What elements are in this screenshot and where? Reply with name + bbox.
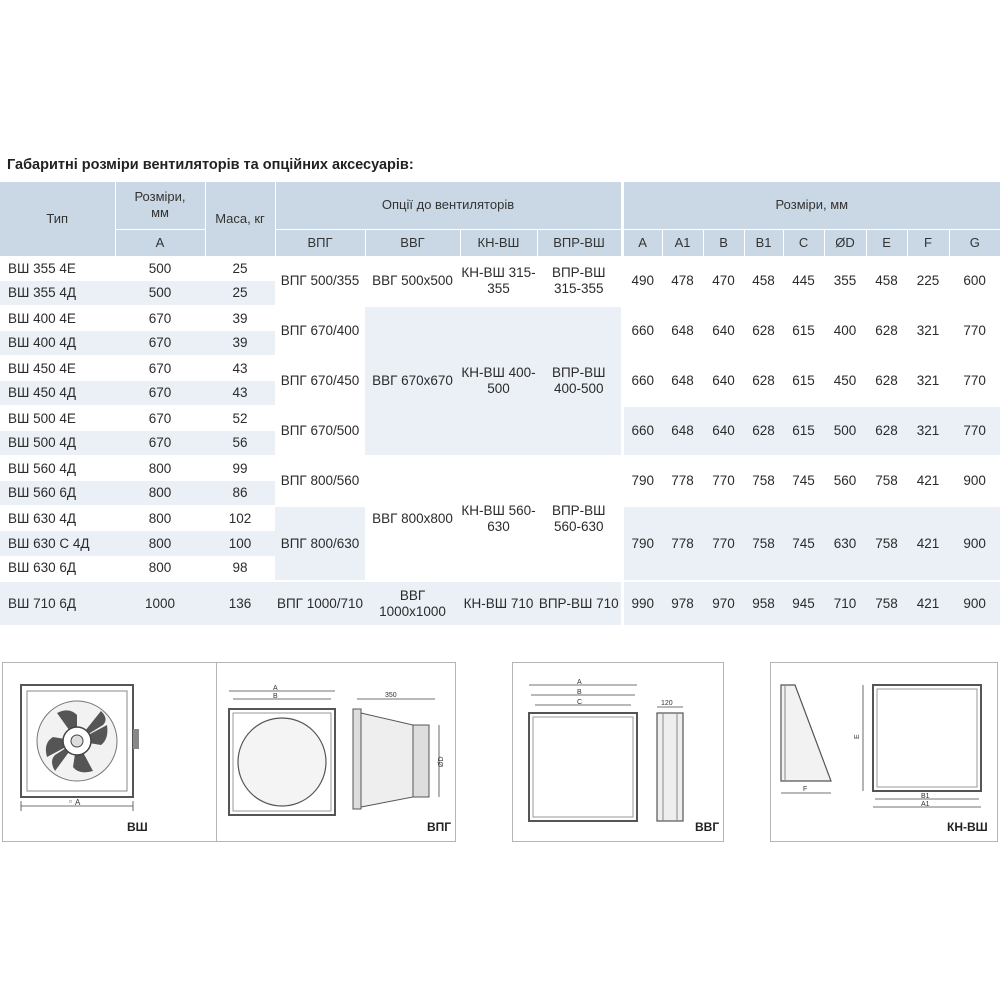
model-name: ВШ 500 4Е bbox=[0, 406, 115, 431]
model-size-a: 670 bbox=[115, 406, 205, 431]
vvg-option: ВВГ 500x500 bbox=[365, 256, 460, 306]
dim-value: 640 bbox=[703, 306, 744, 356]
model-size-a: 670 bbox=[115, 431, 205, 456]
model-size-a: 500 bbox=[115, 281, 205, 306]
table-row bbox=[0, 256, 1000, 281]
model-mass: 102 bbox=[205, 506, 275, 531]
vpr-option: ВПР-ВШ 400-500 bbox=[537, 306, 622, 456]
vpg-option: ВПГ 800/630 bbox=[275, 506, 365, 581]
drawing-vpg bbox=[216, 662, 456, 842]
model-mass: 56 bbox=[205, 431, 275, 456]
dim-value: 958 bbox=[744, 581, 783, 625]
dim-label-f: F bbox=[803, 786, 808, 793]
dim-value: 628 bbox=[744, 306, 783, 356]
dim-value: 470 bbox=[703, 256, 744, 306]
dim-value: 490 bbox=[622, 256, 662, 306]
dim-label-b: B bbox=[273, 693, 278, 700]
dim-value: 458 bbox=[866, 256, 907, 306]
dim-value: 630 bbox=[824, 506, 866, 581]
kn-option: КН-ВШ 560-630 bbox=[460, 456, 537, 581]
model-size-a: 800 bbox=[115, 556, 205, 581]
drawing-kn bbox=[770, 662, 998, 842]
dim-value: 790 bbox=[622, 506, 662, 581]
model-size-a: 800 bbox=[115, 531, 205, 556]
dim-value: 615 bbox=[783, 356, 824, 406]
page-title: Габаритні розміри вентиляторів та опційних аксесуарів: bbox=[7, 157, 414, 173]
drawing-label: ВВГ bbox=[695, 820, 720, 834]
header-dims: Розміри, мм bbox=[622, 182, 1000, 229]
model-mass: 99 bbox=[205, 456, 275, 481]
vpg-option: ВПГ 670/500 bbox=[275, 406, 365, 456]
header-dim-a1: A1 bbox=[662, 229, 703, 256]
header-size-a: A bbox=[115, 229, 205, 256]
dim-value: 445 bbox=[783, 256, 824, 306]
header-vvg: ВВГ bbox=[365, 229, 460, 256]
drawing-vsh bbox=[2, 662, 240, 842]
header-dim-a: A bbox=[622, 229, 662, 256]
dim-label-b1: B1 bbox=[921, 793, 930, 800]
cover-drawing bbox=[771, 663, 997, 841]
dim-value: 770 bbox=[703, 506, 744, 581]
model-mass: 25 bbox=[205, 256, 275, 281]
dim-value: 421 bbox=[907, 506, 949, 581]
dim-value: 758 bbox=[866, 581, 907, 625]
drawing-label: ВПГ bbox=[427, 820, 452, 834]
model-name: ВШ 400 4Д bbox=[0, 331, 115, 356]
kn-option: КН-ВШ 710 bbox=[460, 581, 537, 625]
dim-value: 900 bbox=[949, 506, 1000, 581]
dim-value: 758 bbox=[744, 506, 783, 581]
model-mass: 25 bbox=[205, 281, 275, 306]
dim-value: 770 bbox=[949, 406, 1000, 456]
dim-value: 640 bbox=[703, 356, 744, 406]
model-name: ВШ 710 6Д bbox=[0, 581, 115, 625]
dim-label-depth: 120 bbox=[661, 700, 673, 707]
drawing-vvg bbox=[512, 662, 724, 842]
transition-drawing bbox=[217, 663, 455, 841]
header-dim-e: E bbox=[866, 229, 907, 256]
dim-value: 978 bbox=[662, 581, 703, 625]
model-name: ВШ 630 6Д bbox=[0, 556, 115, 581]
model-mass: 52 bbox=[205, 406, 275, 431]
dim-value: 640 bbox=[703, 406, 744, 456]
dim-value: 648 bbox=[662, 406, 703, 456]
dim-label-a: A bbox=[75, 798, 81, 807]
header-vpg: ВПГ bbox=[275, 229, 365, 256]
dim-value: 421 bbox=[907, 581, 949, 625]
model-size-a: 670 bbox=[115, 356, 205, 381]
vvg-option: ВВГ 1000x1000 bbox=[365, 581, 460, 625]
dim-value: 628 bbox=[866, 406, 907, 456]
dim-value: 770 bbox=[949, 306, 1000, 356]
header-vpr: ВПР-ВШ bbox=[537, 229, 622, 256]
svg-text:▫: ▫ bbox=[69, 797, 72, 806]
vpg-option: ВПГ 800/560 bbox=[275, 456, 365, 506]
header-dim-f: F bbox=[907, 229, 949, 256]
dim-value: 355 bbox=[824, 256, 866, 306]
model-name: ВШ 560 6Д bbox=[0, 481, 115, 506]
fan-drawing bbox=[3, 663, 239, 841]
dim-value: 970 bbox=[703, 581, 744, 625]
vpg-option: ВПГ 670/400 bbox=[275, 306, 365, 356]
model-size-a: 1000 bbox=[115, 581, 205, 625]
dim-label-d: ØD bbox=[438, 756, 445, 767]
model-name: ВШ 630 4Д bbox=[0, 506, 115, 531]
table-row bbox=[0, 456, 1000, 481]
dim-label-c: C bbox=[577, 699, 583, 706]
model-size-a: 800 bbox=[115, 456, 205, 481]
kn-option: КН-ВШ 400-500 bbox=[460, 306, 537, 456]
header-mass: Маса, кг bbox=[205, 182, 275, 256]
dim-value: 400 bbox=[824, 306, 866, 356]
dim-value: 778 bbox=[662, 456, 703, 506]
header-dim-g: G bbox=[949, 229, 1000, 256]
header-dim-b1: B1 bbox=[744, 229, 783, 256]
dim-value: 660 bbox=[622, 406, 662, 456]
dim-value: 660 bbox=[622, 356, 662, 406]
header-dim-b: B bbox=[703, 229, 744, 256]
model-mass: 136 bbox=[205, 581, 275, 625]
dim-value: 321 bbox=[907, 406, 949, 456]
dim-label-a: A bbox=[577, 679, 582, 686]
dim-value: 458 bbox=[744, 256, 783, 306]
vpr-option: ВПР-ВШ 710 bbox=[537, 581, 622, 625]
dim-value: 600 bbox=[949, 256, 1000, 306]
vvg-option: ВВГ 800x800 bbox=[365, 456, 460, 581]
table-row bbox=[0, 306, 1000, 331]
dim-value: 790 bbox=[622, 456, 662, 506]
model-name: ВШ 400 4Е bbox=[0, 306, 115, 331]
dim-value: 758 bbox=[866, 456, 907, 506]
vpr-option: ВПР-ВШ 315-355 bbox=[537, 256, 622, 306]
dim-value: 421 bbox=[907, 456, 949, 506]
vpg-option: ВПГ 1000/710 bbox=[275, 581, 365, 625]
dim-value: 648 bbox=[662, 356, 703, 406]
model-name: ВШ 355 4Д bbox=[0, 281, 115, 306]
model-name: ВШ 355 4Е bbox=[0, 256, 115, 281]
dim-value: 900 bbox=[949, 456, 1000, 506]
header-options: Опції до вентиляторів bbox=[275, 182, 622, 229]
model-mass: 39 bbox=[205, 306, 275, 331]
dim-value: 478 bbox=[662, 256, 703, 306]
dim-value: 628 bbox=[744, 356, 783, 406]
dim-label-e: E bbox=[854, 734, 861, 739]
drawing-label: ВШ bbox=[127, 820, 148, 834]
model-size-a: 500 bbox=[115, 256, 205, 281]
grille-drawing bbox=[513, 663, 723, 841]
model-name: ВШ 450 4Д bbox=[0, 381, 115, 406]
header-kn: КН-ВШ bbox=[460, 229, 537, 256]
header-dim-c: C bbox=[783, 229, 824, 256]
vpg-option: ВПГ 670/450 bbox=[275, 356, 365, 406]
dim-value: 615 bbox=[783, 306, 824, 356]
model-size-a: 670 bbox=[115, 331, 205, 356]
dim-value: 758 bbox=[866, 506, 907, 581]
model-name: ВШ 500 4Д bbox=[0, 431, 115, 456]
dim-value: 745 bbox=[783, 456, 824, 506]
dim-value: 778 bbox=[662, 506, 703, 581]
dim-value: 945 bbox=[783, 581, 824, 625]
model-mass: 98 bbox=[205, 556, 275, 581]
dim-label-b: B bbox=[577, 689, 582, 696]
dim-value: 450 bbox=[824, 356, 866, 406]
dim-value: 628 bbox=[744, 406, 783, 456]
model-size-a: 670 bbox=[115, 306, 205, 331]
model-name: ВШ 450 4Е bbox=[0, 356, 115, 381]
model-mass: 86 bbox=[205, 481, 275, 506]
dim-label-a: A bbox=[273, 685, 278, 692]
drawing-label: КН-ВШ bbox=[947, 820, 988, 834]
dim-label-a1: A1 bbox=[921, 801, 930, 808]
dim-label-length: 350 bbox=[385, 692, 397, 699]
header-type: Тип bbox=[0, 182, 115, 256]
header-dim-d: ØD bbox=[824, 229, 866, 256]
vpg-option: ВПГ 500/355 bbox=[275, 256, 365, 306]
dim-value: 225 bbox=[907, 256, 949, 306]
vvg-option: ВВГ 670x670 bbox=[365, 306, 460, 456]
dim-value: 710 bbox=[824, 581, 866, 625]
dim-value: 770 bbox=[949, 356, 1000, 406]
kn-option: КН-ВШ 315-355 bbox=[460, 256, 537, 306]
dim-value: 628 bbox=[866, 306, 907, 356]
vpr-option: ВПР-ВШ 560-630 bbox=[537, 456, 622, 581]
dim-value: 628 bbox=[866, 356, 907, 406]
dim-value: 758 bbox=[744, 456, 783, 506]
header-size: Розміри, мм bbox=[115, 182, 205, 229]
model-size-a: 800 bbox=[115, 481, 205, 506]
dimensions-table bbox=[0, 182, 1000, 625]
model-name: ВШ 630 С 4Д bbox=[0, 531, 115, 556]
dim-value: 615 bbox=[783, 406, 824, 456]
dim-value: 770 bbox=[703, 456, 744, 506]
dim-value: 560 bbox=[824, 456, 866, 506]
dim-value: 321 bbox=[907, 306, 949, 356]
dim-value: 500 bbox=[824, 406, 866, 456]
model-mass: 39 bbox=[205, 331, 275, 356]
model-mass: 43 bbox=[205, 356, 275, 381]
dim-value: 990 bbox=[622, 581, 662, 625]
model-mass: 43 bbox=[205, 381, 275, 406]
model-name: ВШ 560 4Д bbox=[0, 456, 115, 481]
model-size-a: 670 bbox=[115, 381, 205, 406]
dim-value: 648 bbox=[662, 306, 703, 356]
model-size-a: 800 bbox=[115, 506, 205, 531]
dim-value: 660 bbox=[622, 306, 662, 356]
model-mass: 100 bbox=[205, 531, 275, 556]
table-row bbox=[0, 581, 1000, 625]
dim-value: 745 bbox=[783, 506, 824, 581]
dim-value: 900 bbox=[949, 581, 1000, 625]
dim-value: 321 bbox=[907, 356, 949, 406]
